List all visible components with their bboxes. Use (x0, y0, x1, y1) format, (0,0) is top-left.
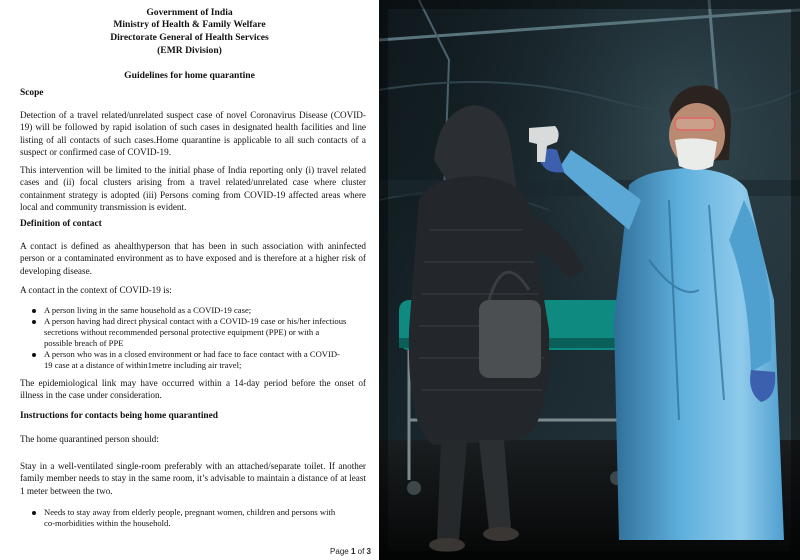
handbag (479, 300, 541, 378)
temperature-check-photo (379, 0, 800, 560)
scope-paragraph-1: Detection of a travel related/unrelated suspect case of novel Coronavirus Disease (COVID-19) will be followed by rapid isolation of such cases in designated health facilities and line listing of all contacts of such cases.Home quarantine is applicable to all such contacts of a suspect or confirmed case of COVID-19. (20, 110, 366, 158)
header-line-government: Government of India (146, 7, 233, 18)
header-line-division: (EMR Division) (157, 45, 222, 56)
list-item: A person living in the same household as a COVID-19 case; (28, 305, 348, 316)
page-total: 3 (366, 547, 371, 556)
header-line-directorate: Directorate General of Health Services (110, 32, 269, 43)
page-of: of (357, 547, 365, 556)
contact-criteria-list (28, 305, 348, 372)
instructions-heading: Instructions for contacts being home quarantined (20, 411, 219, 421)
instructions-list (28, 507, 348, 529)
quarantine-guidelines-document (0, 0, 379, 560)
instructions-paragraph-2: Stay in a well-ventilated single-room preferably with an attached/separate toilet. If another family member needs to stay in the same room, it’s advisable to maintain a distance of at least 1 meter between the two. (20, 461, 366, 496)
woman-shoe (429, 538, 465, 552)
definition-paragraph-2: A contact in the context of COVID-19 is: (20, 285, 172, 295)
page-label: Page (330, 547, 349, 556)
photo-illustration (379, 0, 800, 560)
scope-heading: Scope (20, 88, 44, 98)
header-line-ministry: Ministry of Health & Family Welfare (113, 19, 266, 30)
page-current: 1 (350, 547, 356, 556)
definition-heading: Definition of contact (20, 219, 102, 229)
woman-shoe (483, 527, 519, 541)
face-mask (675, 138, 717, 170)
definition-paragraph-3: The epidemiological link may have occurred within a 14-day period before the onset of illness in the case under consideration. (20, 378, 366, 401)
list-item: A person who was in a closed environment or had face to face contact with a COVID-19 case at a distance of within1metre including air travel; (28, 349, 348, 371)
cot-wheel (407, 481, 421, 495)
scope-paragraph-2: This intervention will be limited to the initial phase of India reporting only (i) travel related cases and (ii) focal clusters arising from a travel related/unrelated case where cluster containment strategy is adopted (iii) Persons coming from COVID-19 affected areas where local and community transmission is evident. (20, 165, 366, 213)
document-title: Guidelines for home quarantine (124, 70, 255, 81)
list-item: Needs to stay away from elderly people, pregnant women, children and persons with co-morbidities within the household. (28, 507, 348, 529)
list-item: A person having had direct physical contact with a COVID-19 case or his/her infectious secretions without recommended personal protective equipment (PPE) or with a possible breach of PPE (28, 316, 348, 349)
definition-paragraph-1: A contact is defined as ahealthyperson that has been in such association with aninfected person or a contaminated environment as to have exposed and is therefore at a higher risk of developing disease. (20, 241, 366, 276)
page-number (330, 547, 371, 556)
instructions-paragraph-1: The home quarantined person should: (20, 434, 159, 444)
safety-goggles (675, 118, 715, 130)
